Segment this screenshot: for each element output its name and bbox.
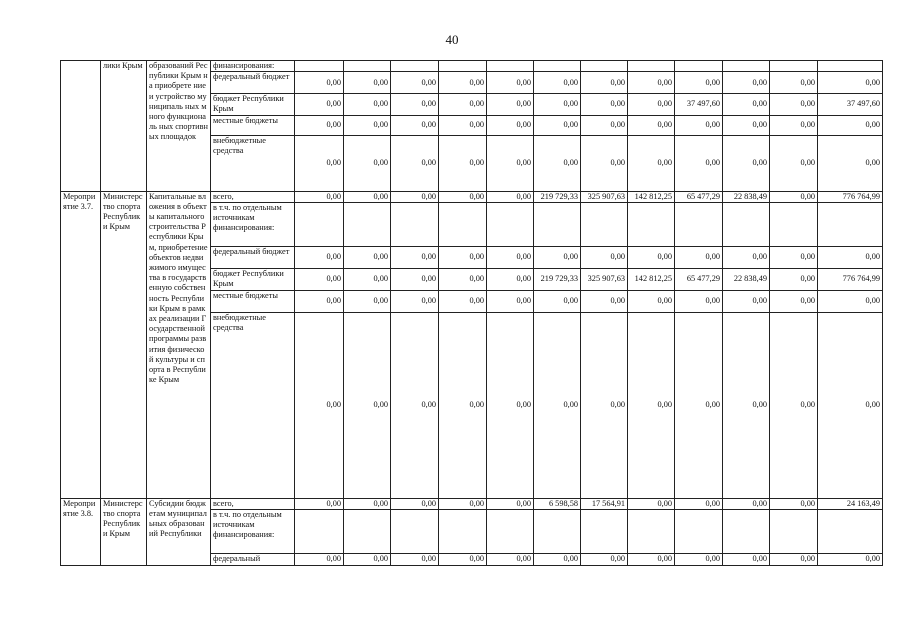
funding-source-cell: бюджет Республики Крым xyxy=(211,268,295,290)
value-cell: 0,00 xyxy=(628,72,675,94)
value-cell: 0,00 xyxy=(723,72,770,94)
table-row xyxy=(61,498,883,509)
value-cell: 0,00 xyxy=(391,135,439,191)
description-cell: образований Республики Крым на приобрете ние и устройство муниципаль ных много функциональ ных спортивных площадок xyxy=(147,61,211,192)
funding-source-cell: бюджет Республики Крым xyxy=(211,94,295,115)
funding-source-cell: федеральный бюджет xyxy=(211,72,295,94)
value-cell: 0,00 xyxy=(391,94,439,115)
table-row xyxy=(61,191,883,202)
value-cell: 0,00 xyxy=(487,191,534,202)
value-cell: 0,00 xyxy=(344,94,391,115)
value-cell: 0,00 xyxy=(344,268,391,290)
value-cell xyxy=(295,61,344,72)
value-cell: 0,00 xyxy=(487,290,534,312)
funding-source-cell: в т.ч. по отдельным источникам финансирования: xyxy=(211,202,295,246)
value-cell xyxy=(295,202,344,246)
value-cell: 22 838,49 xyxy=(723,268,770,290)
value-cell: 0,00 xyxy=(723,246,770,268)
value-cell: 0,00 xyxy=(770,72,818,94)
value-cell: 0,00 xyxy=(344,72,391,94)
value-cell: 219 729,33 xyxy=(534,268,581,290)
value-cell: 0,00 xyxy=(344,115,391,135)
value-cell: 0,00 xyxy=(344,312,391,498)
value-cell: 0,00 xyxy=(487,312,534,498)
value-cell xyxy=(675,202,723,246)
value-cell: 0,00 xyxy=(534,554,581,566)
value-cell: 0,00 xyxy=(439,312,487,498)
value-cell: 0,00 xyxy=(818,135,883,191)
value-cell xyxy=(344,202,391,246)
value-cell: 37 497,60 xyxy=(818,94,883,115)
value-cell: 0,00 xyxy=(439,94,487,115)
value-cell xyxy=(487,61,534,72)
value-cell: 0,00 xyxy=(770,290,818,312)
executor-cell: Министерство спорта Республики Крым xyxy=(101,191,147,498)
value-cell xyxy=(439,510,487,554)
value-cell xyxy=(770,510,818,554)
value-cell: 0,00 xyxy=(487,554,534,566)
value-cell xyxy=(628,510,675,554)
value-cell: 0,00 xyxy=(675,246,723,268)
value-cell: 0,00 xyxy=(487,498,534,509)
value-cell xyxy=(391,510,439,554)
funding-source-cell: финансирования: xyxy=(211,61,295,72)
value-cell: 0,00 xyxy=(344,135,391,191)
value-cell: 0,00 xyxy=(487,94,534,115)
value-cell: 0,00 xyxy=(723,312,770,498)
table-row xyxy=(61,61,883,72)
measure-cell: Мероприятие 3.8. xyxy=(61,498,101,565)
value-cell: 0,00 xyxy=(818,312,883,498)
value-cell: 0,00 xyxy=(818,246,883,268)
value-cell: 0,00 xyxy=(770,115,818,135)
value-cell: 0,00 xyxy=(439,191,487,202)
value-cell xyxy=(581,61,628,72)
measure-cell xyxy=(61,61,101,192)
value-cell xyxy=(487,510,534,554)
value-cell: 0,00 xyxy=(534,115,581,135)
value-cell: 325 907,63 xyxy=(581,191,628,202)
value-cell: 0,00 xyxy=(391,498,439,509)
value-cell xyxy=(295,510,344,554)
value-cell: 0,00 xyxy=(344,290,391,312)
value-cell: 0,00 xyxy=(581,135,628,191)
funding-source-cell: местные бюджеты xyxy=(211,115,295,135)
value-cell: 0,00 xyxy=(675,135,723,191)
value-cell: 0,00 xyxy=(439,72,487,94)
value-cell: 0,00 xyxy=(581,72,628,94)
value-cell: 0,00 xyxy=(675,312,723,498)
value-cell: 0,00 xyxy=(581,290,628,312)
value-cell xyxy=(628,61,675,72)
value-cell: 0,00 xyxy=(723,135,770,191)
value-cell: 0,00 xyxy=(534,72,581,94)
value-cell xyxy=(723,510,770,554)
value-cell: 0,00 xyxy=(818,554,883,566)
value-cell: 0,00 xyxy=(723,498,770,509)
value-cell: 0,00 xyxy=(628,312,675,498)
executor-cell: лики Крым xyxy=(101,61,147,192)
value-cell: 0,00 xyxy=(391,191,439,202)
value-cell: 22 838,49 xyxy=(723,191,770,202)
value-cell xyxy=(770,202,818,246)
value-cell: 0,00 xyxy=(534,290,581,312)
value-cell: 0,00 xyxy=(770,135,818,191)
value-cell: 0,00 xyxy=(628,290,675,312)
value-cell: 0,00 xyxy=(534,246,581,268)
value-cell: 0,00 xyxy=(439,135,487,191)
value-cell: 0,00 xyxy=(581,554,628,566)
value-cell: 776 764,99 xyxy=(818,268,883,290)
value-cell: 0,00 xyxy=(295,312,344,498)
value-cell xyxy=(439,61,487,72)
value-cell xyxy=(818,202,883,246)
value-cell: 0,00 xyxy=(439,246,487,268)
value-cell: 0,00 xyxy=(818,290,883,312)
value-cell: 65 477,29 xyxy=(675,191,723,202)
value-cell: 0,00 xyxy=(675,498,723,509)
value-cell xyxy=(391,61,439,72)
description-cell: Капитальные вложения в объекты капитального строительства Республики Крым, приобретение объектов недвижимого имущества в государственную собственность Республики Крым в рамках реализации Государственной программы развития физической культуры и спорта в Республике Крым xyxy=(147,191,211,498)
value-cell: 0,00 xyxy=(770,246,818,268)
value-cell: 0,00 xyxy=(344,498,391,509)
value-cell: 6 598,58 xyxy=(534,498,581,509)
measure-cell: Мероприятие 3.7. xyxy=(61,191,101,498)
value-cell: 0,00 xyxy=(487,268,534,290)
funding-source-cell: федеральный бюджет xyxy=(211,246,295,268)
value-cell: 0,00 xyxy=(770,94,818,115)
value-cell xyxy=(818,510,883,554)
value-cell: 0,00 xyxy=(487,115,534,135)
value-cell: 0,00 xyxy=(628,246,675,268)
value-cell: 0,00 xyxy=(295,498,344,509)
value-cell: 0,00 xyxy=(295,554,344,566)
value-cell: 0,00 xyxy=(391,290,439,312)
value-cell: 0,00 xyxy=(344,554,391,566)
value-cell: 0,00 xyxy=(770,312,818,498)
value-cell xyxy=(534,61,581,72)
value-cell: 219 729,33 xyxy=(534,191,581,202)
funding-source-cell: федеральный xyxy=(211,554,295,566)
executor-cell: Министерство спорта Республики Крым xyxy=(101,498,147,565)
value-cell: 325 907,63 xyxy=(581,268,628,290)
value-cell xyxy=(818,61,883,72)
value-cell: 24 163,49 xyxy=(818,498,883,509)
value-cell xyxy=(391,202,439,246)
value-cell: 0,00 xyxy=(628,135,675,191)
value-cell: 0,00 xyxy=(628,498,675,509)
value-cell: 0,00 xyxy=(391,246,439,268)
value-cell xyxy=(344,61,391,72)
value-cell: 0,00 xyxy=(295,94,344,115)
value-cell: 0,00 xyxy=(723,94,770,115)
value-cell: 0,00 xyxy=(295,268,344,290)
value-cell: 0,00 xyxy=(723,290,770,312)
value-cell: 0,00 xyxy=(581,246,628,268)
value-cell xyxy=(675,510,723,554)
value-cell: 0,00 xyxy=(391,72,439,94)
value-cell: 0,00 xyxy=(770,554,818,566)
value-cell: 0,00 xyxy=(391,554,439,566)
value-cell: 37 497,60 xyxy=(675,94,723,115)
value-cell: 0,00 xyxy=(723,115,770,135)
value-cell: 0,00 xyxy=(344,191,391,202)
value-cell: 0,00 xyxy=(628,554,675,566)
value-cell: 0,00 xyxy=(295,115,344,135)
value-cell: 0,00 xyxy=(344,246,391,268)
value-cell: 0,00 xyxy=(487,246,534,268)
value-cell: 0,00 xyxy=(391,268,439,290)
value-cell: 0,00 xyxy=(581,115,628,135)
value-cell: 0,00 xyxy=(534,94,581,115)
value-cell xyxy=(439,202,487,246)
value-cell: 0,00 xyxy=(487,72,534,94)
value-cell: 0,00 xyxy=(675,72,723,94)
value-cell: 0,00 xyxy=(818,72,883,94)
value-cell xyxy=(487,202,534,246)
funding-source-cell: в т.ч. по отдельным источникам финансирования: xyxy=(211,510,295,554)
value-cell: 0,00 xyxy=(439,498,487,509)
funding-source-cell: внебюджетные средства xyxy=(211,135,295,191)
value-cell: 0,00 xyxy=(391,312,439,498)
value-cell xyxy=(534,510,581,554)
value-cell xyxy=(581,510,628,554)
value-cell: 0,00 xyxy=(581,94,628,115)
value-cell xyxy=(770,61,818,72)
value-cell xyxy=(675,61,723,72)
description-cell: Субсидии бюджетам муниципальных образований Республики xyxy=(147,498,211,565)
value-cell: 0,00 xyxy=(295,246,344,268)
value-cell xyxy=(581,202,628,246)
value-cell: 142 812,25 xyxy=(628,268,675,290)
value-cell: 0,00 xyxy=(628,94,675,115)
budget-table xyxy=(60,60,883,566)
value-cell: 0,00 xyxy=(534,312,581,498)
value-cell: 0,00 xyxy=(675,554,723,566)
page-number: 40 xyxy=(445,32,459,47)
value-cell: 17 564,91 xyxy=(581,498,628,509)
value-cell: 65 477,29 xyxy=(675,268,723,290)
value-cell: 142 812,25 xyxy=(628,191,675,202)
funding-source-cell: всего, xyxy=(211,191,295,202)
value-cell: 0,00 xyxy=(770,268,818,290)
value-cell: 0,00 xyxy=(723,554,770,566)
funding-source-cell: внебюджетные средства xyxy=(211,312,295,498)
value-cell: 0,00 xyxy=(581,312,628,498)
value-cell: 0,00 xyxy=(439,554,487,566)
value-cell: 776 764,99 xyxy=(818,191,883,202)
value-cell: 0,00 xyxy=(295,72,344,94)
value-cell: 0,00 xyxy=(439,115,487,135)
value-cell: 0,00 xyxy=(770,191,818,202)
value-cell: 0,00 xyxy=(628,115,675,135)
value-cell: 0,00 xyxy=(818,115,883,135)
value-cell: 0,00 xyxy=(439,268,487,290)
value-cell xyxy=(628,202,675,246)
funding-source-cell: местные бюджеты xyxy=(211,290,295,312)
value-cell: 0,00 xyxy=(534,135,581,191)
value-cell: 0,00 xyxy=(439,290,487,312)
value-cell xyxy=(344,510,391,554)
value-cell: 0,00 xyxy=(770,498,818,509)
value-cell xyxy=(723,61,770,72)
value-cell: 0,00 xyxy=(295,290,344,312)
value-cell xyxy=(534,202,581,246)
value-cell xyxy=(723,202,770,246)
value-cell: 0,00 xyxy=(391,115,439,135)
value-cell: 0,00 xyxy=(487,135,534,191)
value-cell: 0,00 xyxy=(675,290,723,312)
value-cell: 0,00 xyxy=(295,135,344,191)
funding-source-cell: всего, xyxy=(211,498,295,509)
value-cell: 0,00 xyxy=(295,191,344,202)
value-cell: 0,00 xyxy=(675,115,723,135)
